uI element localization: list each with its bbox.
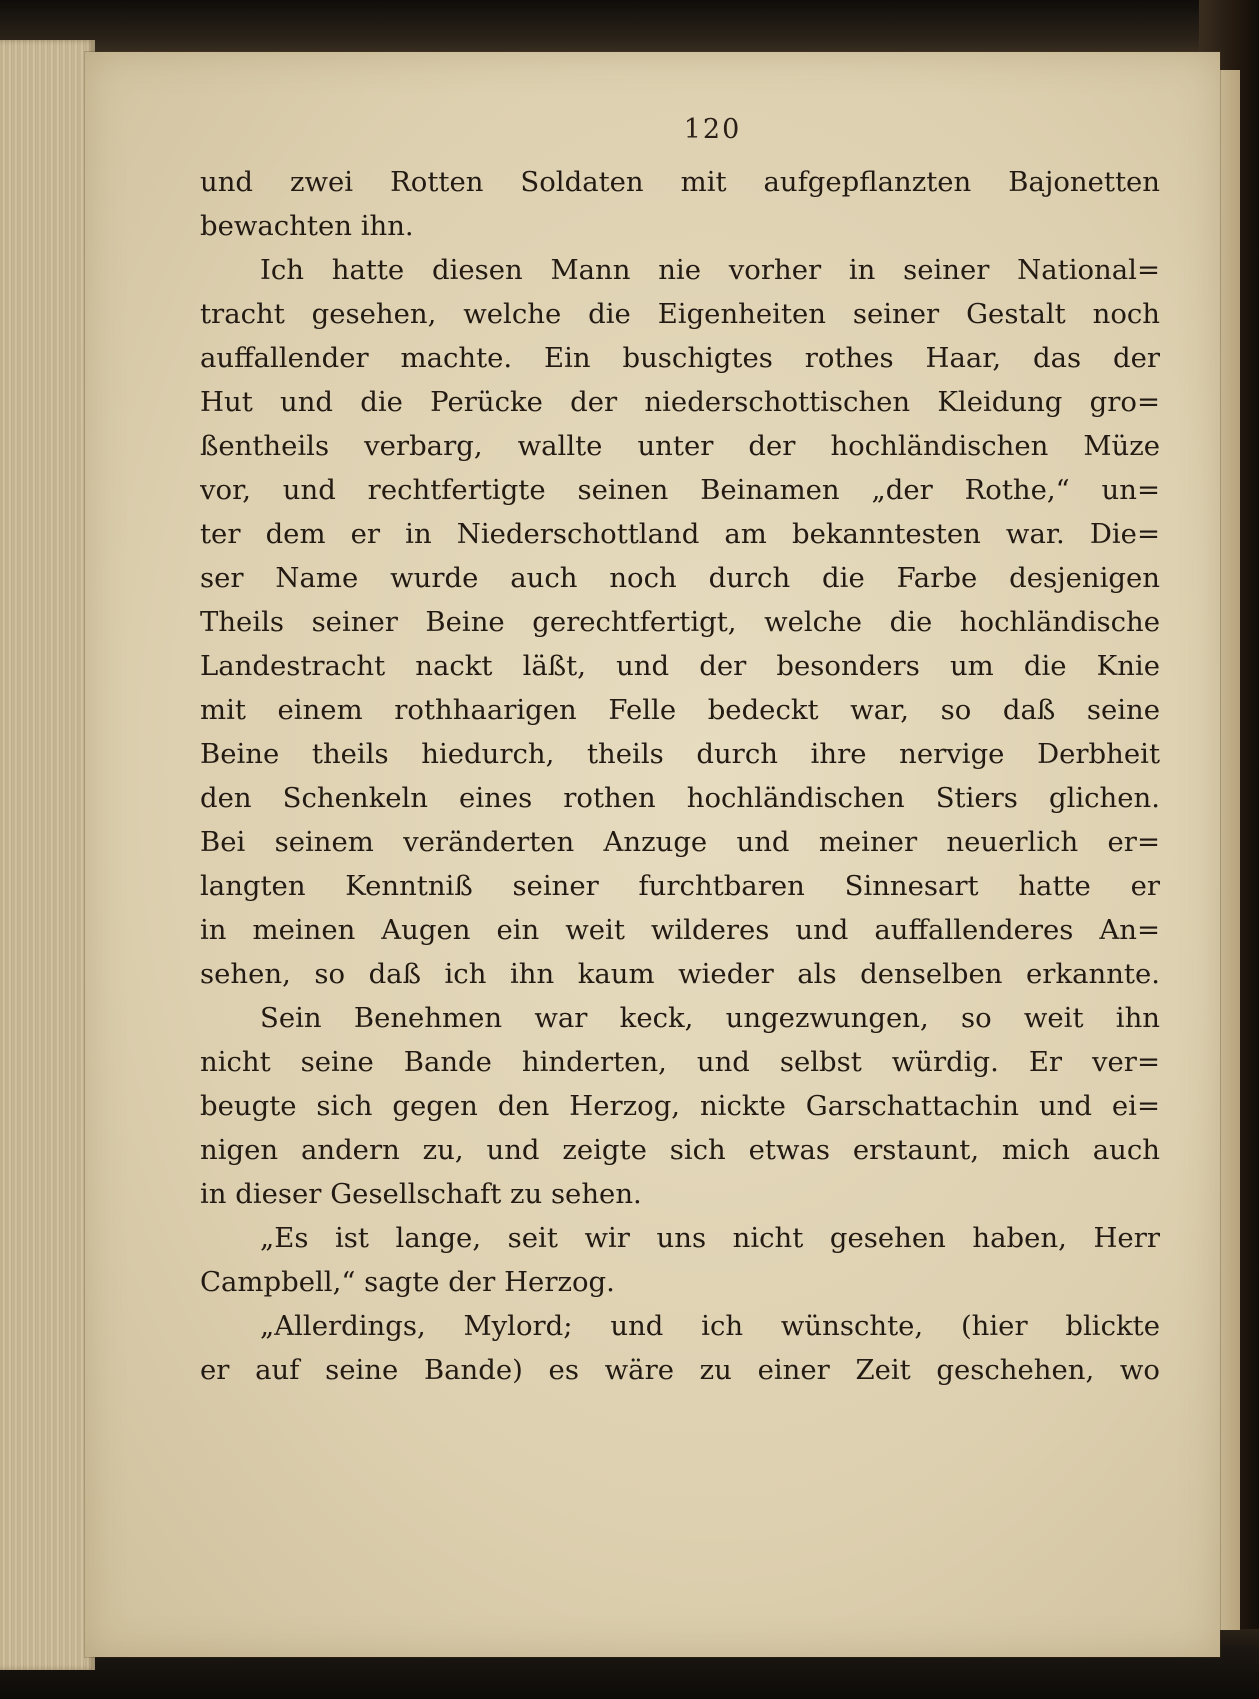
text-line: Sein Benehmen war keck, ungezwungen, so weit ihn	[260, 1002, 1160, 1034]
text-line: Bei seinem veränderten Anzuge und meiner neuerlich er=	[200, 826, 1160, 858]
text-line: in meinen Augen ein weit wilderes und auffallenderes An=	[200, 914, 1160, 946]
text-line: Campbell,“ sagte der Herzog.	[200, 1266, 615, 1298]
text-line: Ich hatte diesen Mann nie vorher in seiner National=	[260, 254, 1160, 286]
text-line: den Schenkeln eines rothen hochländischen Stiers glichen.	[200, 782, 1160, 814]
text-line: sehen, so daß ich ihn kaum wieder als denselben erkannte.	[200, 958, 1160, 990]
text-line: nigen andern zu, und zeigte sich etwas erstaunt, mich auch	[200, 1134, 1160, 1166]
text-line: tracht gesehen, welche die Eigenheiten seiner Gestalt noch	[200, 298, 1160, 330]
text-line: „Allerdings, Mylord; und ich wünschte, (hier blickte	[260, 1310, 1160, 1342]
page-stack-edges	[0, 40, 95, 1670]
text-line: „Es ist lange, seit wir uns nicht gesehen haben, Herr	[260, 1222, 1160, 1254]
text-line: und zwei Rotten Soldaten mit aufgepflanzten Bajonetten	[200, 166, 1160, 198]
text-line: ser Name wurde auch noch durch die Farbe desjenigen	[200, 562, 1160, 594]
text-line: ter dem er in Niederschottland am bekanntesten war. Die=	[200, 518, 1160, 550]
text-line: vor, und rechtfertigte seinen Beinamen „der Rothe,“ un=	[200, 474, 1160, 506]
text-line: nicht seine Bande hinderten, und selbst würdig. Er ver=	[200, 1046, 1160, 1078]
page-text	[200, 160, 1160, 1392]
text-line: Hut und die Perücke der niederschottischen Kleidung gro=	[200, 386, 1160, 418]
page-number: 120	[683, 114, 742, 145]
text-line: ßentheils verbarg, wallte unter der hochländischen Müze	[200, 430, 1160, 462]
text-line: mit einem rothhaarigen Felle bedeckt war, so daß seine	[200, 694, 1160, 726]
book-page	[85, 52, 1220, 1657]
text-line: bewachten ihn.	[200, 210, 414, 242]
text-line: langten Kenntniß seiner furchtbaren Sinnesart hatte er	[200, 870, 1160, 902]
text-line: auffallender machte. Ein buschigtes rothes Haar, das der	[200, 342, 1160, 374]
text-line: er auf seine Bande) es wäre zu einer Zeit geschehen, wo	[200, 1354, 1160, 1386]
text-line: beugte sich gegen den Herzog, nickte Garschattachin und ei=	[200, 1090, 1160, 1122]
text-line: Theils seiner Beine gerechtfertigt, welche die hochländische	[200, 606, 1160, 638]
text-line: Landestracht nackt läßt, und der besonders um die Knie	[200, 650, 1160, 682]
text-line: Beine theils hiedurch, theils durch ihre nervige Derbheit	[200, 738, 1160, 770]
text-line: in dieser Gesellschaft zu sehen.	[200, 1178, 642, 1210]
